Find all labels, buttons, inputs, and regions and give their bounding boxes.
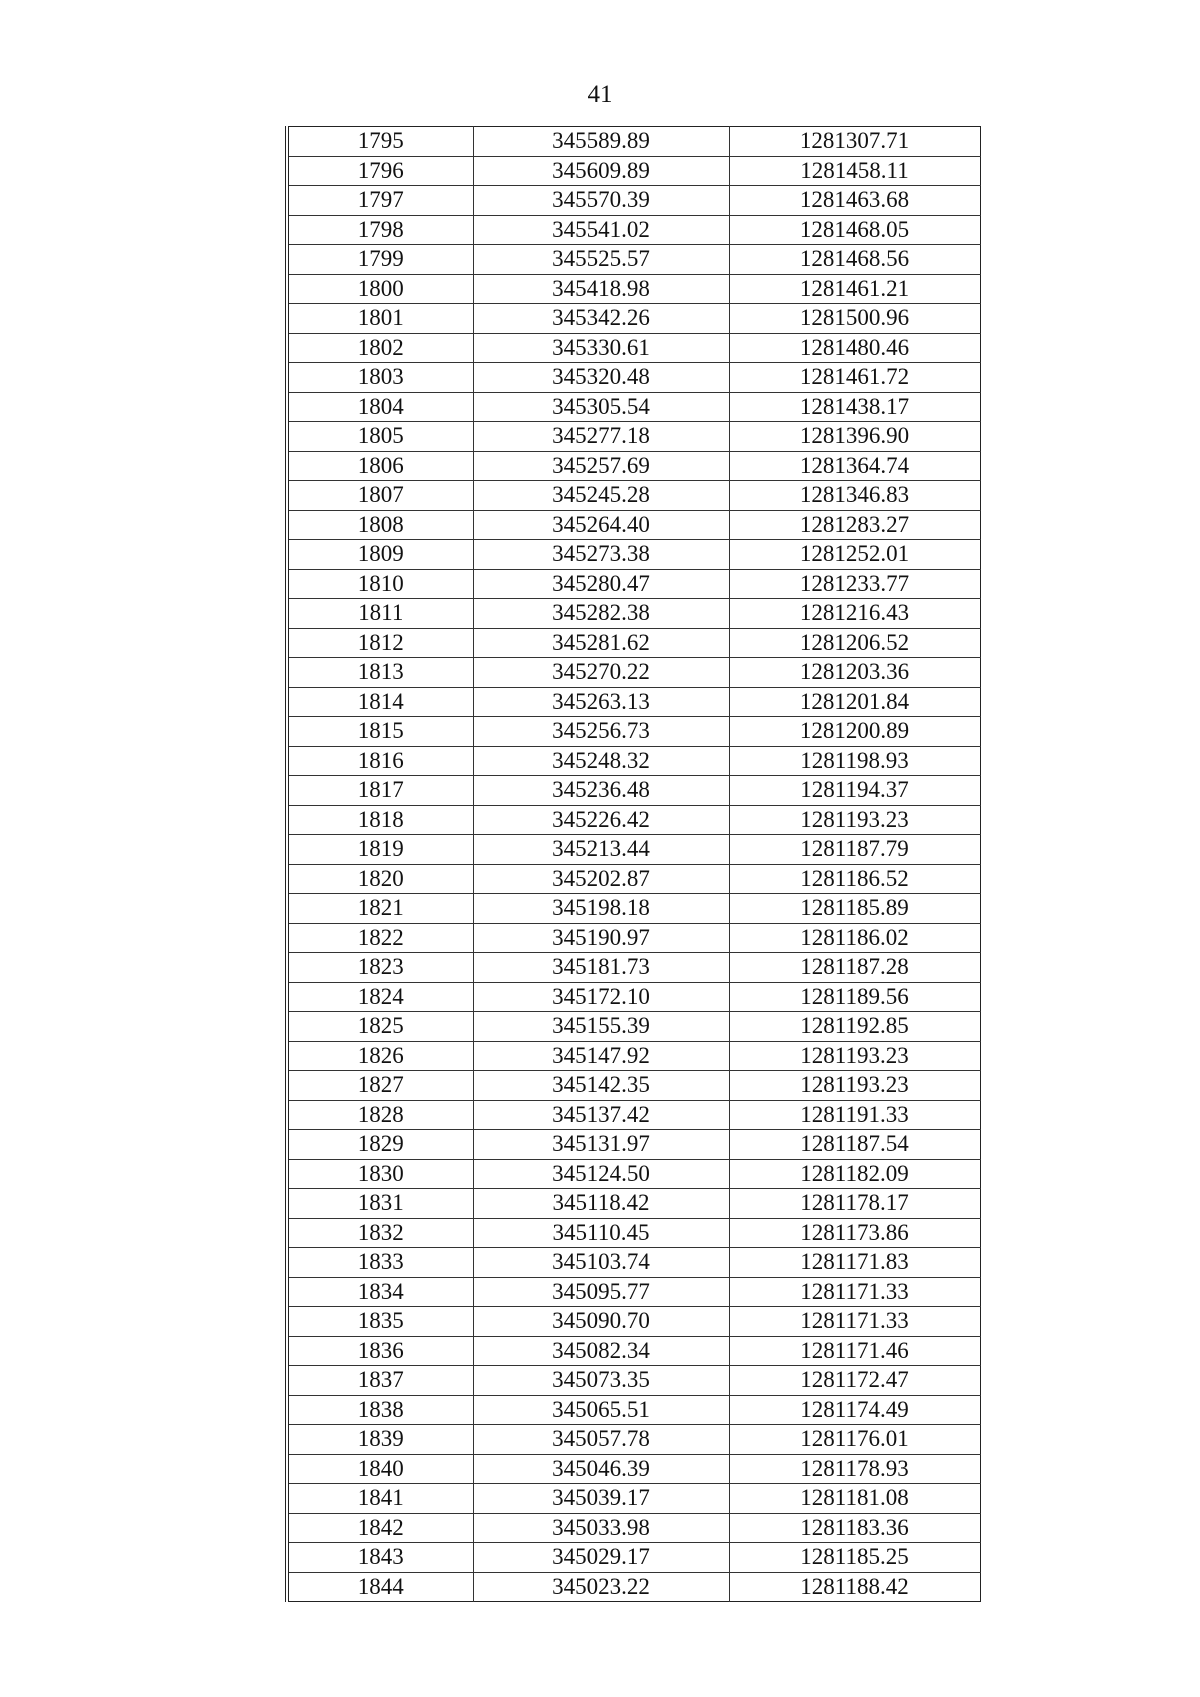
x-coordinate-cell: 345256.73 bbox=[473, 717, 729, 747]
table-row bbox=[287, 835, 980, 865]
point-number-cell: 1820 bbox=[287, 864, 473, 894]
point-number-cell: 1823 bbox=[287, 953, 473, 983]
y-coordinate-cell: 1281173.86 bbox=[729, 1218, 980, 1248]
table-row bbox=[287, 274, 980, 304]
table-row bbox=[287, 953, 980, 983]
y-coordinate-cell: 1281191.33 bbox=[729, 1100, 980, 1130]
table-row bbox=[287, 1425, 980, 1455]
y-coordinate-cell: 1281194.37 bbox=[729, 776, 980, 806]
point-number-cell: 1841 bbox=[287, 1484, 473, 1514]
table-row bbox=[287, 1012, 980, 1042]
y-coordinate-cell: 1281186.52 bbox=[729, 864, 980, 894]
x-coordinate-cell: 345198.18 bbox=[473, 894, 729, 924]
table-row bbox=[287, 1218, 980, 1248]
table-row bbox=[287, 333, 980, 363]
y-coordinate-cell: 1281174.49 bbox=[729, 1395, 980, 1425]
point-number-cell: 1834 bbox=[287, 1277, 473, 1307]
y-coordinate-cell: 1281438.17 bbox=[729, 392, 980, 422]
table-row bbox=[287, 1307, 980, 1337]
point-number-cell: 1843 bbox=[287, 1543, 473, 1573]
table-row bbox=[287, 1100, 980, 1130]
y-coordinate-cell: 1281200.89 bbox=[729, 717, 980, 747]
x-coordinate-cell: 345570.39 bbox=[473, 186, 729, 216]
x-coordinate-cell: 345103.74 bbox=[473, 1248, 729, 1278]
y-coordinate-cell: 1281500.96 bbox=[729, 304, 980, 334]
x-coordinate-cell: 345418.98 bbox=[473, 274, 729, 304]
x-coordinate-cell: 345236.48 bbox=[473, 776, 729, 806]
table-row bbox=[287, 1543, 980, 1573]
x-coordinate-cell: 345282.38 bbox=[473, 599, 729, 629]
point-number-cell: 1818 bbox=[287, 805, 473, 835]
table-row bbox=[287, 746, 980, 776]
point-number-cell: 1816 bbox=[287, 746, 473, 776]
table-row bbox=[287, 1041, 980, 1071]
y-coordinate-cell: 1281364.74 bbox=[729, 451, 980, 481]
y-coordinate-cell: 1281189.56 bbox=[729, 982, 980, 1012]
x-coordinate-cell: 345609.89 bbox=[473, 156, 729, 186]
table-row bbox=[287, 658, 980, 688]
y-coordinate-cell: 1281185.89 bbox=[729, 894, 980, 924]
y-coordinate-cell: 1281216.43 bbox=[729, 599, 980, 629]
x-coordinate-cell: 345248.32 bbox=[473, 746, 729, 776]
x-coordinate-cell: 345264.40 bbox=[473, 510, 729, 540]
x-coordinate-cell: 345073.35 bbox=[473, 1366, 729, 1396]
point-number-cell: 1827 bbox=[287, 1071, 473, 1101]
x-coordinate-cell: 345257.69 bbox=[473, 451, 729, 481]
y-coordinate-cell: 1281172.47 bbox=[729, 1366, 980, 1396]
y-coordinate-cell: 1281178.93 bbox=[729, 1454, 980, 1484]
y-coordinate-cell: 1281181.08 bbox=[729, 1484, 980, 1514]
x-coordinate-cell: 345023.22 bbox=[473, 1572, 729, 1602]
table-row bbox=[287, 864, 980, 894]
point-number-cell: 1811 bbox=[287, 599, 473, 629]
x-coordinate-cell: 345137.42 bbox=[473, 1100, 729, 1130]
y-coordinate-cell: 1281193.23 bbox=[729, 1071, 980, 1101]
point-number-cell: 1813 bbox=[287, 658, 473, 688]
table-row bbox=[287, 392, 980, 422]
x-coordinate-cell: 345190.97 bbox=[473, 923, 729, 953]
y-coordinate-cell: 1281192.85 bbox=[729, 1012, 980, 1042]
point-number-cell: 1798 bbox=[287, 215, 473, 245]
table-row bbox=[287, 127, 980, 157]
x-coordinate-cell: 345342.26 bbox=[473, 304, 729, 334]
point-number-cell: 1829 bbox=[287, 1130, 473, 1160]
table-row bbox=[287, 923, 980, 953]
x-coordinate-cell: 345065.51 bbox=[473, 1395, 729, 1425]
y-coordinate-cell: 1281461.72 bbox=[729, 363, 980, 393]
table-row bbox=[287, 1277, 980, 1307]
y-coordinate-cell: 1281193.23 bbox=[729, 805, 980, 835]
point-number-cell: 1821 bbox=[287, 894, 473, 924]
x-coordinate-cell: 345118.42 bbox=[473, 1189, 729, 1219]
x-coordinate-cell: 345131.97 bbox=[473, 1130, 729, 1160]
point-number-cell: 1822 bbox=[287, 923, 473, 953]
x-coordinate-cell: 345172.10 bbox=[473, 982, 729, 1012]
point-number-cell: 1837 bbox=[287, 1366, 473, 1396]
table-row bbox=[287, 805, 980, 835]
x-coordinate-cell: 345330.61 bbox=[473, 333, 729, 363]
x-coordinate-cell: 345281.62 bbox=[473, 628, 729, 658]
x-coordinate-cell: 345270.22 bbox=[473, 658, 729, 688]
x-coordinate-cell: 345589.89 bbox=[473, 127, 729, 157]
x-coordinate-cell: 345181.73 bbox=[473, 953, 729, 983]
point-number-cell: 1832 bbox=[287, 1218, 473, 1248]
x-coordinate-cell: 345202.87 bbox=[473, 864, 729, 894]
x-coordinate-cell: 345155.39 bbox=[473, 1012, 729, 1042]
point-number-cell: 1824 bbox=[287, 982, 473, 1012]
y-coordinate-cell: 1281183.36 bbox=[729, 1513, 980, 1543]
y-coordinate-cell: 1281203.36 bbox=[729, 658, 980, 688]
y-coordinate-cell: 1281396.90 bbox=[729, 422, 980, 452]
table-row bbox=[287, 1454, 980, 1484]
point-number-cell: 1828 bbox=[287, 1100, 473, 1130]
y-coordinate-cell: 1281458.11 bbox=[729, 156, 980, 186]
page-number: 41 bbox=[587, 81, 613, 108]
y-coordinate-cell: 1281186.02 bbox=[729, 923, 980, 953]
x-coordinate-cell: 345124.50 bbox=[473, 1159, 729, 1189]
point-number-cell: 1809 bbox=[287, 540, 473, 570]
y-coordinate-cell: 1281185.25 bbox=[729, 1543, 980, 1573]
y-coordinate-cell: 1281171.33 bbox=[729, 1277, 980, 1307]
point-number-cell: 1800 bbox=[287, 274, 473, 304]
table-row bbox=[287, 569, 980, 599]
x-coordinate-cell: 345226.42 bbox=[473, 805, 729, 835]
point-number-cell: 1830 bbox=[287, 1159, 473, 1189]
point-number-cell: 1810 bbox=[287, 569, 473, 599]
table-row bbox=[287, 540, 980, 570]
x-coordinate-cell: 345090.70 bbox=[473, 1307, 729, 1337]
y-coordinate-cell: 1281171.83 bbox=[729, 1248, 980, 1278]
table-row bbox=[287, 510, 980, 540]
x-coordinate-cell: 345305.54 bbox=[473, 392, 729, 422]
x-coordinate-cell: 345263.13 bbox=[473, 687, 729, 717]
x-coordinate-cell: 345277.18 bbox=[473, 422, 729, 452]
table-row bbox=[287, 481, 980, 511]
x-coordinate-cell: 345525.57 bbox=[473, 245, 729, 275]
x-coordinate-cell: 345147.92 bbox=[473, 1041, 729, 1071]
point-number-cell: 1840 bbox=[287, 1454, 473, 1484]
y-coordinate-cell: 1281201.84 bbox=[729, 687, 980, 717]
point-number-cell: 1838 bbox=[287, 1395, 473, 1425]
y-coordinate-cell: 1281178.17 bbox=[729, 1189, 980, 1219]
y-coordinate-cell: 1281461.21 bbox=[729, 274, 980, 304]
x-coordinate-cell: 345046.39 bbox=[473, 1454, 729, 1484]
x-coordinate-cell: 345033.98 bbox=[473, 1513, 729, 1543]
y-coordinate-cell: 1281187.79 bbox=[729, 835, 980, 865]
table-row bbox=[287, 1572, 980, 1602]
y-coordinate-cell: 1281463.68 bbox=[729, 186, 980, 216]
table-row bbox=[287, 215, 980, 245]
table-row bbox=[287, 451, 980, 481]
point-number-cell: 1797 bbox=[287, 186, 473, 216]
y-coordinate-cell: 1281307.71 bbox=[729, 127, 980, 157]
y-coordinate-cell: 1281171.33 bbox=[729, 1307, 980, 1337]
y-coordinate-cell: 1281252.01 bbox=[729, 540, 980, 570]
x-coordinate-cell: 345082.34 bbox=[473, 1336, 729, 1366]
table-row bbox=[287, 1248, 980, 1278]
y-coordinate-cell: 1281193.23 bbox=[729, 1041, 980, 1071]
table-row bbox=[287, 1189, 980, 1219]
table-row bbox=[287, 1513, 980, 1543]
x-coordinate-cell: 345541.02 bbox=[473, 215, 729, 245]
table-row bbox=[287, 245, 980, 275]
table-row bbox=[287, 304, 980, 334]
y-coordinate-cell: 1281176.01 bbox=[729, 1425, 980, 1455]
point-number-cell: 1806 bbox=[287, 451, 473, 481]
table-row bbox=[287, 1336, 980, 1366]
y-coordinate-cell: 1281346.83 bbox=[729, 481, 980, 511]
point-number-cell: 1844 bbox=[287, 1572, 473, 1602]
coordinates-table-body bbox=[287, 127, 980, 1602]
point-number-cell: 1803 bbox=[287, 363, 473, 393]
x-coordinate-cell: 345039.17 bbox=[473, 1484, 729, 1514]
point-number-cell: 1814 bbox=[287, 687, 473, 717]
table-row bbox=[287, 1395, 980, 1425]
point-number-cell: 1804 bbox=[287, 392, 473, 422]
x-coordinate-cell: 345273.38 bbox=[473, 540, 729, 570]
coordinates-table bbox=[285, 126, 981, 1602]
y-coordinate-cell: 1281187.54 bbox=[729, 1130, 980, 1160]
x-coordinate-cell: 345142.35 bbox=[473, 1071, 729, 1101]
point-number-cell: 1819 bbox=[287, 835, 473, 865]
table-row bbox=[287, 1071, 980, 1101]
x-coordinate-cell: 345029.17 bbox=[473, 1543, 729, 1573]
point-number-cell: 1796 bbox=[287, 156, 473, 186]
point-number-cell: 1817 bbox=[287, 776, 473, 806]
x-coordinate-cell: 345320.48 bbox=[473, 363, 729, 393]
y-coordinate-cell: 1281187.28 bbox=[729, 953, 980, 983]
y-coordinate-cell: 1281233.77 bbox=[729, 569, 980, 599]
point-number-cell: 1815 bbox=[287, 717, 473, 747]
table-row bbox=[287, 982, 980, 1012]
point-number-cell: 1839 bbox=[287, 1425, 473, 1455]
point-number-cell: 1835 bbox=[287, 1307, 473, 1337]
table-row bbox=[287, 599, 980, 629]
x-coordinate-cell: 345280.47 bbox=[473, 569, 729, 599]
x-coordinate-cell: 345095.77 bbox=[473, 1277, 729, 1307]
point-number-cell: 1833 bbox=[287, 1248, 473, 1278]
y-coordinate-cell: 1281283.27 bbox=[729, 510, 980, 540]
point-number-cell: 1799 bbox=[287, 245, 473, 275]
point-number-cell: 1836 bbox=[287, 1336, 473, 1366]
table-row bbox=[287, 628, 980, 658]
y-coordinate-cell: 1281206.52 bbox=[729, 628, 980, 658]
y-coordinate-cell: 1281198.93 bbox=[729, 746, 980, 776]
table-row bbox=[287, 1130, 980, 1160]
point-number-cell: 1805 bbox=[287, 422, 473, 452]
table-row bbox=[287, 422, 980, 452]
point-number-cell: 1831 bbox=[287, 1189, 473, 1219]
table-row bbox=[287, 1484, 980, 1514]
table-row bbox=[287, 363, 980, 393]
table-row bbox=[287, 687, 980, 717]
point-number-cell: 1807 bbox=[287, 481, 473, 511]
point-number-cell: 1812 bbox=[287, 628, 473, 658]
x-coordinate-cell: 345110.45 bbox=[473, 1218, 729, 1248]
y-coordinate-cell: 1281480.46 bbox=[729, 333, 980, 363]
y-coordinate-cell: 1281188.42 bbox=[800, 1573, 909, 1599]
y-coordinate-cell: 1281171.46 bbox=[729, 1336, 980, 1366]
y-coordinate-cell: 1281468.56 bbox=[729, 245, 980, 275]
x-coordinate-cell: 345213.44 bbox=[473, 835, 729, 865]
table-row bbox=[287, 776, 980, 806]
table-row bbox=[287, 1159, 980, 1189]
table-row bbox=[287, 717, 980, 747]
y-coordinate-cell: 1281468.05 bbox=[729, 215, 980, 245]
table-row bbox=[287, 894, 980, 924]
table-row bbox=[287, 156, 980, 186]
y-coordinate-cell: 1281182.09 bbox=[729, 1159, 980, 1189]
point-number-cell: 1802 bbox=[287, 333, 473, 363]
x-coordinate-cell: 345057.78 bbox=[473, 1425, 729, 1455]
point-number-cell: 1795 bbox=[287, 127, 473, 157]
point-number-cell: 1801 bbox=[287, 304, 473, 334]
table-row bbox=[287, 186, 980, 216]
point-number-cell: 1826 bbox=[287, 1041, 473, 1071]
point-number-cell: 1842 bbox=[287, 1513, 473, 1543]
table-row bbox=[287, 1366, 980, 1396]
point-number-cell: 1825 bbox=[287, 1012, 473, 1042]
x-coordinate-cell: 345245.28 bbox=[473, 481, 729, 511]
point-number-cell: 1808 bbox=[287, 510, 473, 540]
